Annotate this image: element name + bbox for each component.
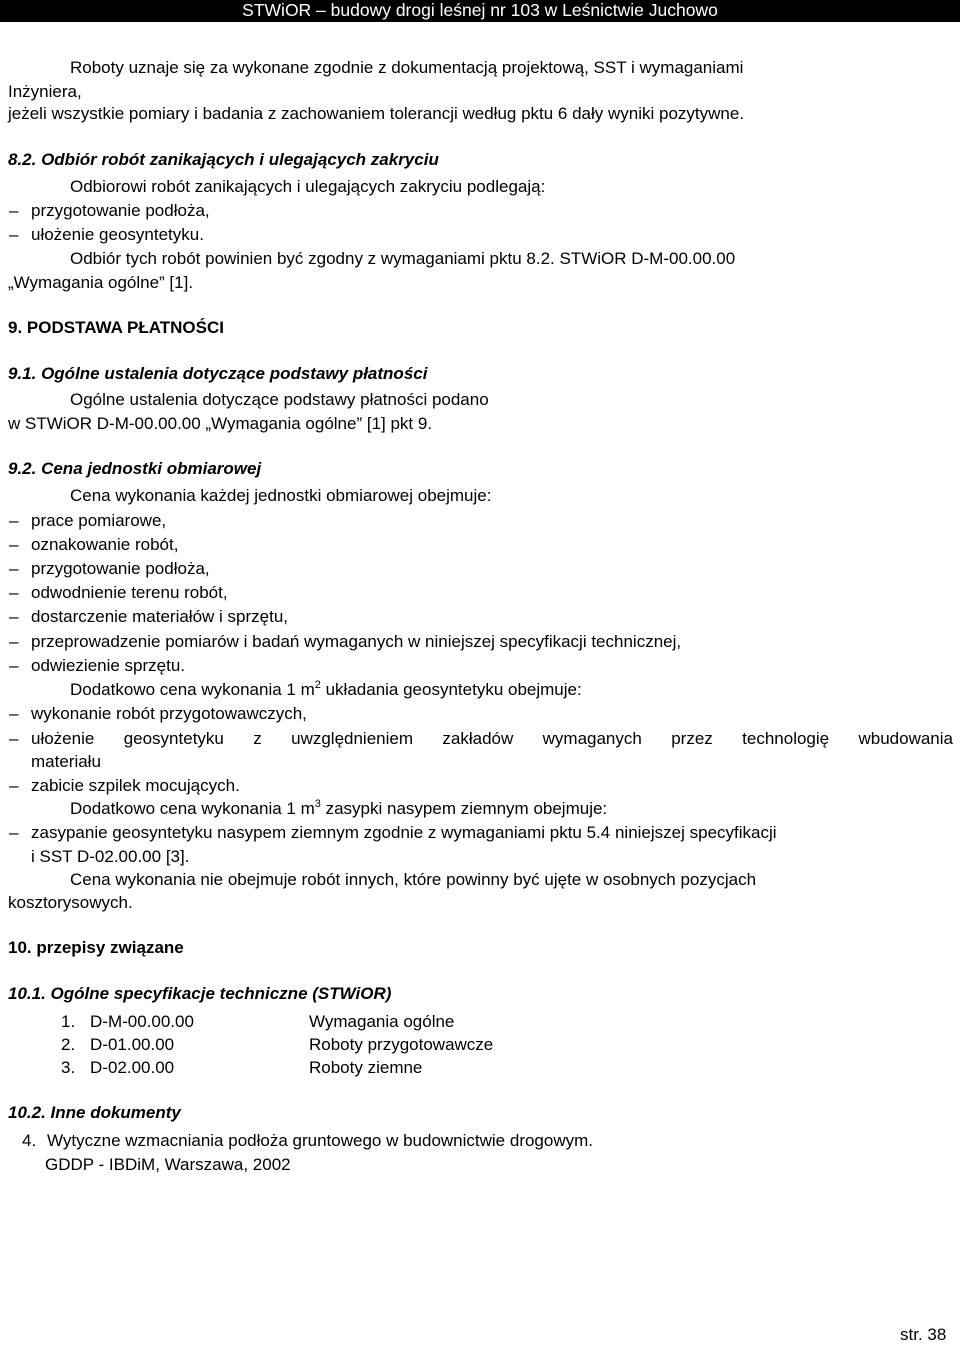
document-number: 4. <box>22 1131 37 1150</box>
spec-row-code: D-01.00.00 <box>90 1035 175 1054</box>
additional-cost-1 <box>70 680 582 700</box>
list-item: odwodnienie terenu robót, <box>31 583 228 602</box>
section-8-2-heading: 8.2. Odbiór robót zanikających i ulegających zakryciu <box>8 150 439 169</box>
spec-row-number: 1. <box>61 1012 76 1031</box>
dash-bullet: – <box>9 559 19 578</box>
list-item: odwiezienie sprzętu. <box>31 656 186 675</box>
dash-bullet: – <box>9 632 19 651</box>
dash-bullet: – <box>9 583 19 602</box>
dash-bullet: – <box>9 704 19 723</box>
spec-row-number: 3. <box>61 1058 76 1077</box>
exclusion-line-1: Cena wykonania nie obejmuje robót innych, które powinny być ujęte w osobnych pozycjach <box>70 870 757 889</box>
list-item: przygotowanie podłoża, <box>31 559 210 578</box>
dash-bullet: – <box>9 225 19 244</box>
dash-bullet: – <box>9 729 19 748</box>
spec-row-name: Roboty ziemne <box>309 1058 423 1077</box>
spec-row-code: D-M-00.00.00 <box>90 1012 194 1031</box>
document-title: Wytyczne wzmacniania podłoża gruntowego w budownictwie drogowym. <box>47 1131 594 1150</box>
dash-bullet: – <box>9 511 19 530</box>
intro-line-2: Inżyniera, <box>8 82 82 101</box>
list-item-continuation: i SST D-02.00.00 [3]. <box>31 847 190 866</box>
page-number: str. 38 <box>900 1325 947 1344</box>
section-9-1-line-2: w STWiOR D-M-00.00.00 „Wymagania ogólne” [1] pkt 9. <box>8 414 433 433</box>
list-item-continuation: materiału <box>31 752 101 771</box>
dash-bullet: – <box>9 607 19 626</box>
additional-cost-1-post: układania geosyntetyku obejmuje: <box>320 680 582 699</box>
dash-bullet: – <box>9 823 19 842</box>
superscript-2: 2 <box>314 679 321 691</box>
section-10-1-heading: 10.1. Ogólne specyfikacje techniczne (STWiOR) <box>8 984 392 1003</box>
section-8-2-intro: Odbiorowi robót zanikających i ulegających zakryciu podlegają: <box>70 177 546 196</box>
dash-bullet: – <box>9 201 19 220</box>
additional-cost-1-pre: Dodatkowo cena wykonania 1 m <box>70 680 315 699</box>
section-9-heading: 9. PODSTAWA PŁATNOŚCI <box>8 318 224 337</box>
page-header: STWiOR – budowy drogi leśnej nr 103 w Leśnictwie Juchowo <box>0 0 960 22</box>
superscript-3: 3 <box>314 798 321 810</box>
list-item: zabicie szpilek mocujących. <box>31 776 240 795</box>
section-9-1-line-1: Ogólne ustalenia dotyczące podstawy płatności podano <box>70 390 489 409</box>
spec-row-name: Roboty przygotowawcze <box>309 1035 494 1054</box>
intro-line-1: Roboty uznaje się za wykonane zgodnie z dokumentacją projektową, SST i wymaganiami <box>70 58 744 77</box>
list-item: dostarczenie materiałów i sprzętu, <box>31 607 289 626</box>
list-item: ułożenie geosyntetyku. <box>31 225 204 244</box>
list-item: zasypanie geosyntetyku nasypem ziemnym zgodnie z wymaganiami pktu 5.4 niniejszej specyfikacji <box>31 823 777 842</box>
list-item: przygotowanie podłoża, <box>31 201 210 220</box>
spec-row-number: 2. <box>61 1035 76 1054</box>
document-publisher: GDDP - IBDiM, Warszawa, 2002 <box>45 1155 291 1174</box>
exclusion-line-2: kosztorysowych. <box>8 893 133 912</box>
additional-cost-2-post: zasypki nasypem ziemnym obejmuje: <box>320 799 608 818</box>
section-9-2-heading: 9.2. Cena jednostki obmiarowej <box>8 459 262 478</box>
list-item: wykonanie robót przygotowawczych, <box>31 704 307 723</box>
section-8-2-note-1: Odbiór tych robót powinien być zgodny z wymaganiami pktu 8.2. STWiOR D-M-00.00.00 <box>70 249 736 268</box>
dash-bullet: – <box>9 776 19 795</box>
list-item: przeprowadzenie pomiarów i badań wymaganych w niniejszej specyfikacji technicznej, <box>31 632 682 651</box>
section-10-heading: 10. przepisy związane <box>8 938 184 957</box>
section-10-2-heading: 10.2. Inne dokumenty <box>8 1103 181 1122</box>
dash-bullet: – <box>9 535 19 554</box>
section-9-2-intro: Cena wykonania każdej jednostki obmiarowej obejmuje: <box>70 486 492 505</box>
spec-row-name: Wymagania ogólne <box>309 1012 455 1031</box>
list-item: ułożenie geosyntetyku z uwzględnieniem zakładów wymaganych przez technologię wbudowania <box>31 729 953 748</box>
dash-bullet: – <box>9 656 19 675</box>
list-item: oznakowanie robót, <box>31 535 179 554</box>
list-item: prace pomiarowe, <box>31 511 167 530</box>
additional-cost-2 <box>70 799 607 819</box>
additional-cost-2-pre: Dodatkowo cena wykonania 1 m <box>70 799 315 818</box>
intro-line-3: jeżeli wszystkie pomiary i badania z zachowaniem tolerancji według pktu 6 dały wyniki pozytywne. <box>8 104 745 123</box>
spec-row-code: D-02.00.00 <box>90 1058 175 1077</box>
section-8-2-note-2: „Wymagania ogólne” [1]. <box>8 273 194 292</box>
section-9-1-heading: 9.1. Ogólne ustalenia dotyczące podstawy płatności <box>8 364 428 383</box>
